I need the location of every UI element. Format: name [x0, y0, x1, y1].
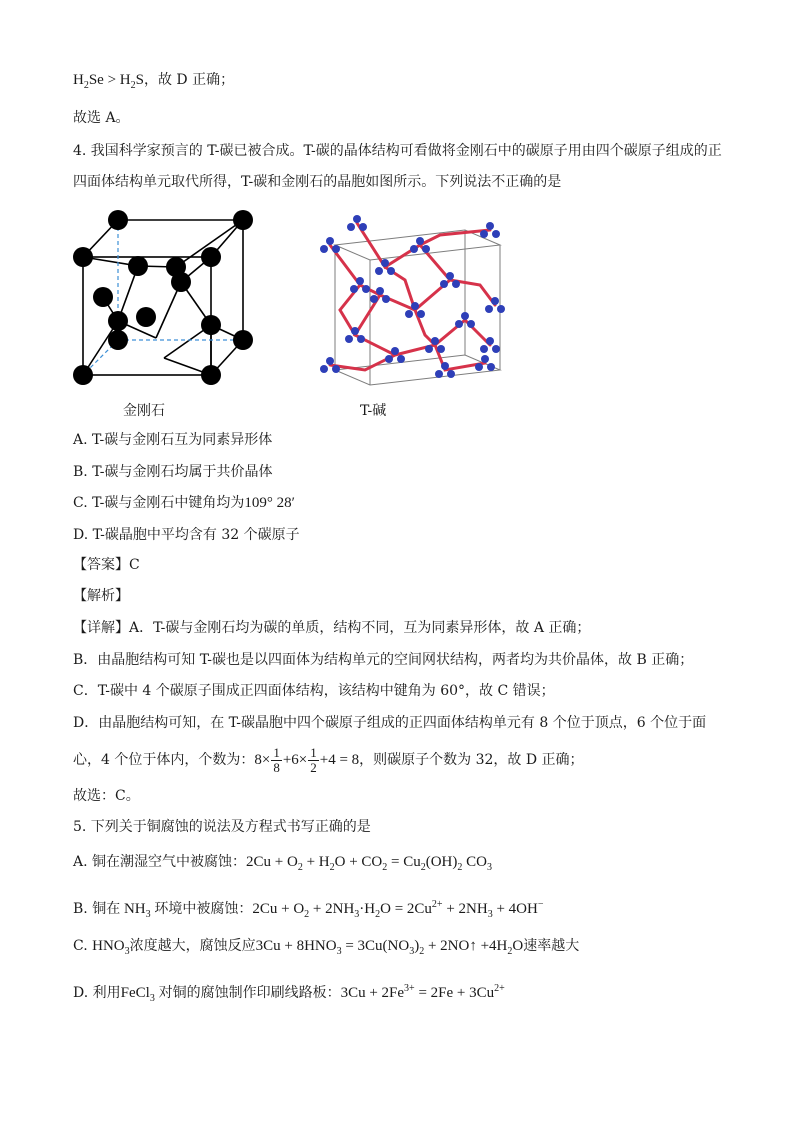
q5-option-d: D. 利用FeCl$_3$ 对铜的腐蚀制作印刷线路板：$3Cu + 2Fe^{3+} = 2Fe + 3Cu^{2+}$: [73, 983, 505, 1004]
q4-answer: 【答案】C: [73, 557, 140, 573]
q4-select: 故选：C。: [73, 788, 140, 804]
q3-select: 故选 A。: [73, 110, 130, 126]
t-carbon-unit-cell-figure: [305, 205, 505, 390]
q5-option-c: C. $HNO_3$浓度越大，腐蚀反应$3Cu + 8HNO_3 = 3Cu(NO_3)_2$ + 2NO↑ $+4H_2O$速率越大: [73, 938, 580, 957]
q4-option-c: C. T-碳与金刚石中键角均为109° 28′: [73, 495, 295, 511]
q4-stem-line2: 四面体结构单元取代所得，T-碳和金刚石的晶胞如图所示。下列说法不正确的是: [73, 174, 562, 190]
q5-stem: 5. 下列关于铜腐蚀的说法及方程式书写正确的是: [73, 819, 371, 835]
diamond-caption: 金刚石: [123, 403, 165, 419]
count-formula: 8× $\frac{1}{8}$ +6× $\frac{1}{2}$ +4 = 8: [254, 745, 360, 776]
q4-stem-line1: 4. 我国科学家预言的 T-碳已被合成。T-碳的晶体结构可看做将金刚石中的碳原子用由四个碳原子组成的正: [73, 143, 722, 159]
q4-detail-c: C．T-碳中 4 个碳原子围成正四面体结构，该结构中键角为 60°，故 C 错误；: [73, 683, 555, 699]
q4-option-a: A. T-碳与金刚石互为同素异形体: [73, 432, 273, 448]
q4-option-b: B. T-碳与金刚石均属于共价晶体: [73, 464, 273, 480]
inequality: $H_2Se > H_2S$: [73, 72, 144, 91]
t-carbon-caption: T-碱: [360, 403, 387, 419]
q5-option-a: A. 铜在潮湿空气中被腐蚀：$2Cu + O_2 + H_2O + CO_2 = Cu_2(OH)_2$ $CO_3$: [73, 854, 492, 873]
q4-detail-b: B．由晶胞结构可知 T-碳也是以四面体为结构单元的空间网状结构，两者均为共价晶体，故 B 正确；: [73, 652, 694, 668]
q4-analysis-tag: 【解析】: [73, 588, 129, 604]
q4-detail-d2: 心，4 个位于体内，个数为：8× $\frac{1}{8}$ +6× $\frac{1}{2}$ +4 = 8，则碳原子个数为 32，故 D 正确；: [73, 745, 584, 776]
q3-conclusion-line: $H_2Se > H_2S$，故 D 正确；: [73, 72, 235, 91]
q4-detail-a: 【详解】A．T-碳与金刚石均为碳的单质，结构不同，互为同素异形体，故 A 正确；: [73, 620, 591, 636]
q4-option-d: D. T-碳晶胞中平均含有 32 个碳原子: [73, 527, 300, 543]
q4-detail-d1: D．由晶胞结构可知，在 T-碳晶胞中四个碳原子组成的正四面体结构单元有 8 个位于顶点，6 个位于面: [73, 715, 707, 731]
q5-option-b: B. 铜在 $NH_3$ 环境中被腐蚀：$2Cu + O_2 + 2NH_3\cdot H_2O = 2Cu^{2+} + 2NH_3 + 4OH^-$: [73, 899, 544, 920]
diamond-unit-cell-figure: [68, 210, 258, 390]
